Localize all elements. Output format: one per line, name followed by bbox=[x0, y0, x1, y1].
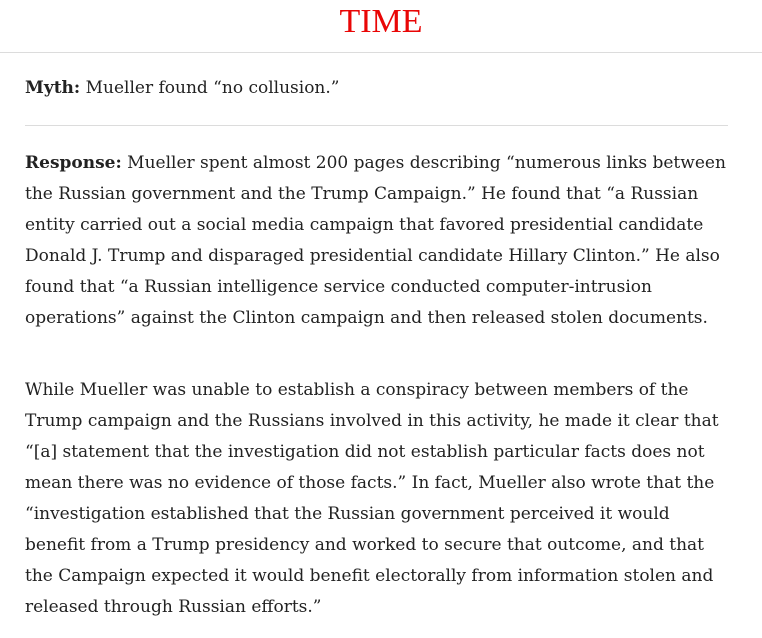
response-text: Mueller spent almost 200 pages describing “numerous links between the Russian government and the Trump Campaign.” He found that “a Russian entity carried out a social media campaign that favored presidential candidate Donald J. Trump and disparaged presidential candidate Hillary Clinton.” He also found that “a Russian intelligence service conducted computer-intrusion operations” against the Clinton campaign and then released stolen documents. bbox=[25, 153, 726, 328]
site-header bbox=[0, 0, 762, 53]
body-paragraph: While Mueller was unable to establish a conspiracy between members of the Trump campaign and the Russians involved in this activity, he made it clear that “[a] statement that the investigation did not establish particular facts does not mean there was no evidence of those facts.” In fact, Mueller also wrote that the “investigation established that the Russian government perceived it would benefit from a Trump presidency and worked to secure that outcome, and that the Campaign expected it would benefit electorally from information stolen and released through Russian efforts.” bbox=[25, 380, 719, 617]
section-divider bbox=[25, 125, 728, 126]
response-label: Response: bbox=[25, 153, 122, 173]
response-paragraph bbox=[25, 148, 730, 334]
myth-text: Mueller found “no collusion.” bbox=[80, 78, 340, 98]
myth-label: Myth: bbox=[25, 78, 81, 98]
myth-paragraph bbox=[25, 74, 730, 102]
time-logo[interactable]: TIME bbox=[339, 3, 423, 40]
